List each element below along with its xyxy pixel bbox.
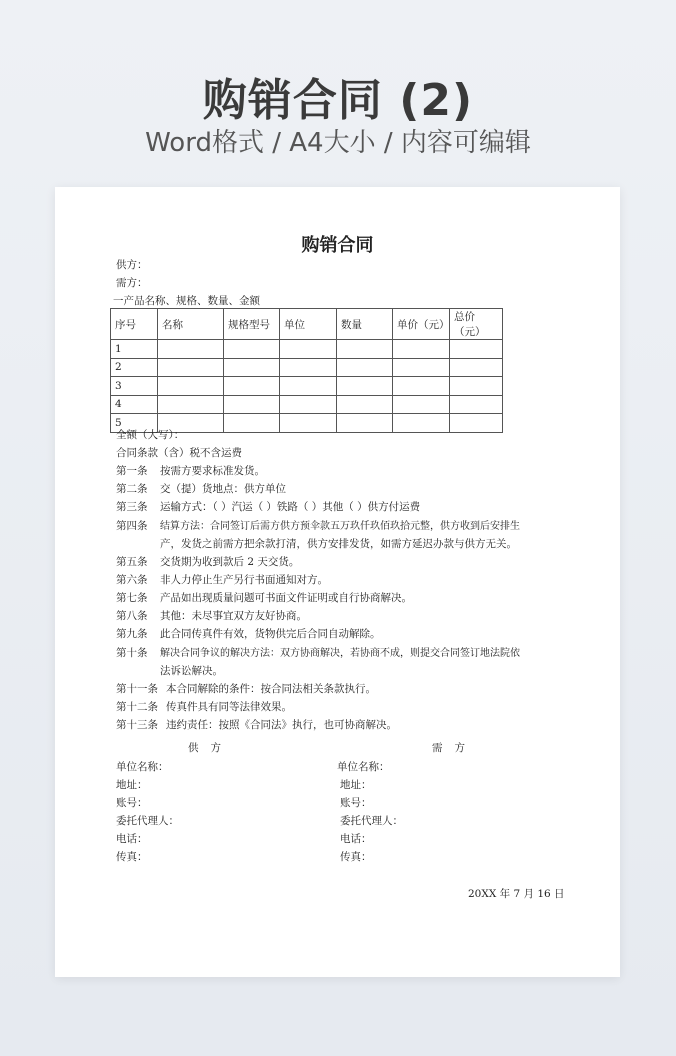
clause-number: 第十条 xyxy=(116,647,148,659)
supplier-signature-heading: 供方 xyxy=(188,742,233,754)
buyer-field: 单位名称： xyxy=(337,761,390,773)
clause-text: 此合同传真件有效，货物供完后合同自动解除。 xyxy=(160,628,381,640)
terms-note: 合同条款（含）税不含运费 xyxy=(116,447,242,459)
table-cell[interactable] xyxy=(224,377,280,396)
supplier-field: 账号： xyxy=(116,797,148,809)
table-cell[interactable] xyxy=(337,340,393,359)
clause-2 xyxy=(116,481,286,496)
table-cell[interactable] xyxy=(280,340,337,359)
table-cell[interactable] xyxy=(224,414,280,433)
document-page xyxy=(55,187,620,977)
table-cell[interactable] xyxy=(393,340,450,359)
buyer-field: 账号： xyxy=(340,797,372,809)
clause-text: 非人力停止生产另行书面通知对方。 xyxy=(160,574,328,586)
row-number: 4 xyxy=(111,395,158,414)
supplier-field: 电话： xyxy=(116,833,148,845)
clause-text: 运输方式：（ ）汽运（ ）铁路（ ）其他（ ）供方付运费 xyxy=(160,501,421,513)
clause-text: 交（提）货地点：供方单位 xyxy=(160,483,286,495)
clause-7 xyxy=(116,590,412,605)
clause-8 xyxy=(116,608,307,623)
table-row xyxy=(111,377,503,396)
table-cell[interactable] xyxy=(158,358,224,377)
row-number: 2 xyxy=(111,358,158,377)
clause-number: 第六条 xyxy=(116,574,148,586)
buyer-field: 电话： xyxy=(340,833,372,845)
clause-text: 交货期为收到款后 2 天交货。 xyxy=(160,556,300,568)
contract-date: 20XX 年 7 月 16 日 xyxy=(468,888,565,900)
table-header: 名称 xyxy=(158,309,224,340)
clause-number: 第十三条 xyxy=(116,719,158,731)
table-cell[interactable] xyxy=(393,358,450,377)
buyer-field: 地址： xyxy=(340,779,372,791)
table-header: 单价（元） xyxy=(393,309,450,340)
buyer-field: 委托代理人： xyxy=(340,815,403,827)
table-cell[interactable] xyxy=(158,340,224,359)
clause-3 xyxy=(116,499,420,514)
clause-number: 第一条 xyxy=(116,465,148,477)
table-cell[interactable] xyxy=(158,377,224,396)
table-cell[interactable] xyxy=(450,340,503,359)
clause-number: 第十一条 xyxy=(116,683,158,695)
table-cell[interactable] xyxy=(158,395,224,414)
row-number: 3 xyxy=(111,377,158,396)
table-header: 规格型号 xyxy=(224,309,280,340)
table-cell[interactable] xyxy=(393,414,450,433)
table-row xyxy=(111,358,503,377)
clause-text: 传真件具有同等法律效果。 xyxy=(166,701,292,713)
clause-6 xyxy=(116,572,328,587)
clause-text: 本合同解除的条件：按合同法相关条款执行。 xyxy=(166,683,376,695)
clause-4 xyxy=(116,517,520,533)
clause-text: 产品如出现质量问题可书面文件证明或自行协商解决。 xyxy=(160,592,412,604)
clause-text: 按需方要求标准发货。 xyxy=(160,465,265,477)
buyer-field: 传真： xyxy=(340,851,372,863)
amount-label: 全额（大写）： xyxy=(116,429,185,441)
table-cell[interactable] xyxy=(393,377,450,396)
clause-12 xyxy=(116,699,292,714)
clause-number: 第八条 xyxy=(116,610,148,622)
clause-text: 结算方法：合同签订后需方供方预伞款五万玖仟玖佰玖拾元整，供方收到后安排生 xyxy=(160,521,520,532)
clause-number: 第三条 xyxy=(116,501,148,513)
clause-11 xyxy=(116,681,376,696)
clause-13 xyxy=(116,717,397,732)
table-cell[interactable] xyxy=(450,358,503,377)
table-cell[interactable] xyxy=(280,377,337,396)
clause-1 xyxy=(116,463,265,478)
row-number: 5 xyxy=(111,414,158,433)
hero-subtitle: Word格式 / A4大小 / 内容可编辑 xyxy=(145,128,531,158)
supplier-field: 委托代理人： xyxy=(116,815,179,827)
table-row xyxy=(111,340,503,359)
document-title: 购销合同 xyxy=(301,235,374,256)
table-cell[interactable] xyxy=(393,395,450,414)
table-cell[interactable] xyxy=(450,377,503,396)
table-cell[interactable] xyxy=(224,395,280,414)
table-cell[interactable] xyxy=(450,414,503,433)
table-cell[interactable] xyxy=(224,358,280,377)
table-cell[interactable] xyxy=(337,358,393,377)
supplier-field: 单位名称： xyxy=(116,761,169,773)
clause-text: 违约责任：按照《合同法》执行，也可协商解决。 xyxy=(166,719,397,731)
table-header: 序号 xyxy=(111,309,158,340)
supplier-field: 地址： xyxy=(116,779,148,791)
clause-number: 第二条 xyxy=(116,483,148,495)
clause-number: 第七条 xyxy=(116,592,148,604)
supplier-field: 传真： xyxy=(116,851,148,863)
products-heading: 一产品名称、规格、数量、金额 xyxy=(113,295,260,307)
clause-text: 解决合同争议的解决方法：双方协商解决，若协商不成，则提交合同签订地法院依 xyxy=(160,648,520,659)
clause-number: 第十二条 xyxy=(116,701,158,713)
clause-number: 第四条 xyxy=(116,520,148,532)
clause-number: 第九条 xyxy=(116,628,148,640)
hero-title: 购销合同 (2) xyxy=(202,75,474,126)
clause-text: 其他：未尽事宜双方友好协商。 xyxy=(160,610,307,622)
table-cell[interactable] xyxy=(450,395,503,414)
table-cell[interactable] xyxy=(337,414,393,433)
table-cell[interactable] xyxy=(280,414,337,433)
clause-9 xyxy=(116,626,381,641)
table-cell[interactable] xyxy=(337,377,393,396)
buyer-label: 需方： xyxy=(116,277,148,289)
clause-10 xyxy=(116,644,520,660)
table-row xyxy=(111,395,503,414)
clause-number: 第五条 xyxy=(116,556,148,568)
table-cell[interactable] xyxy=(280,358,337,377)
table-cell[interactable] xyxy=(280,395,337,414)
row-number: 1 xyxy=(111,340,158,359)
table-cell[interactable] xyxy=(224,340,280,359)
table-header: 单位 xyxy=(280,309,337,340)
table-header-row xyxy=(111,309,503,340)
supplier-label: 供方： xyxy=(116,259,148,271)
product-table xyxy=(110,308,503,433)
table-header: 总价（元） xyxy=(450,309,503,340)
table-cell[interactable] xyxy=(337,395,393,414)
clause-10-continued: 法诉讼解决。 xyxy=(160,665,223,677)
clause-5 xyxy=(116,554,299,569)
buyer-signature-heading: 需方 xyxy=(432,742,477,754)
clause-4-continued: 产，发货之前需方把余款打清，供方安排发货，如需方延迟办款与供方无关。 xyxy=(160,538,517,550)
table-header: 数量 xyxy=(337,309,393,340)
